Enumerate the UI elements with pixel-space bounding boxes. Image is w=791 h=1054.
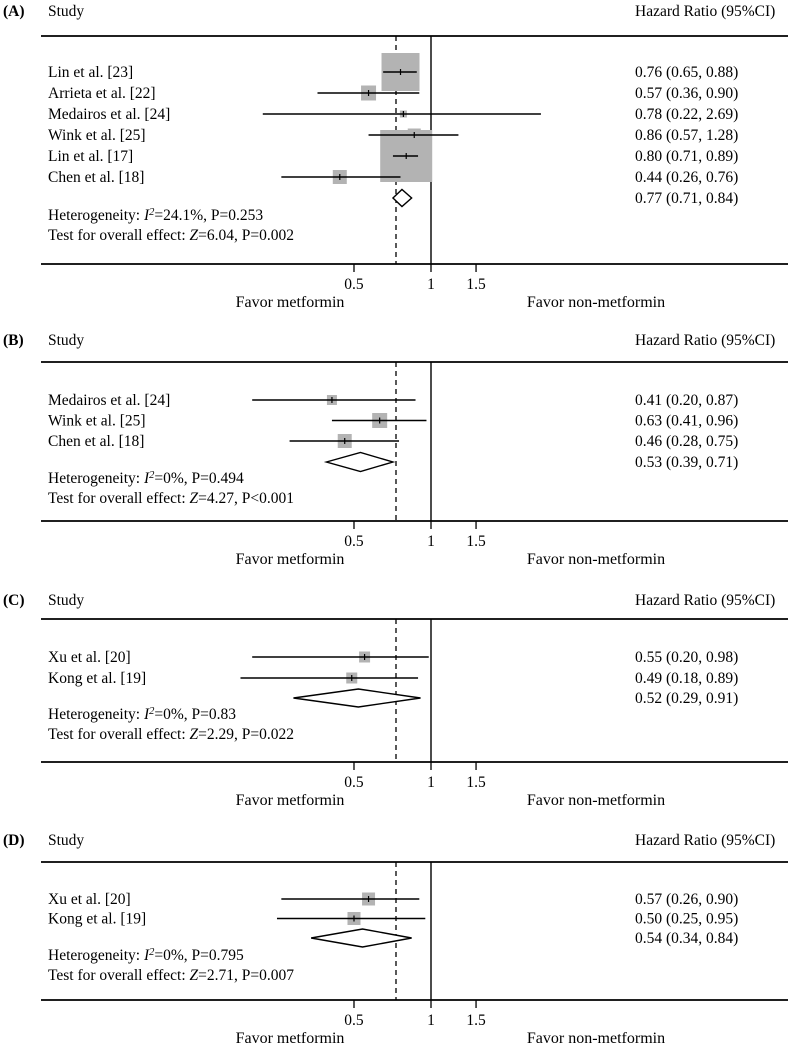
tick-label: 1.5 <box>466 1012 486 1029</box>
tick-label: 1.5 <box>466 276 486 293</box>
study-label: Wink et al. [25] <box>48 412 146 430</box>
study-label: Wink et al. [25] <box>48 127 146 144</box>
hr-value: 0.57 (0.36, 0.90) <box>635 85 739 102</box>
favor-left-label: Favor metformin <box>235 294 345 311</box>
hr-value: 0.44 (0.26, 0.76) <box>635 169 739 186</box>
panel-C <box>3 592 788 809</box>
hr-value: 0.76 (0.65, 0.88) <box>635 64 739 81</box>
study-label: Lin et al. [17] <box>48 148 134 165</box>
study-label: Lin et al. [23] <box>48 64 134 81</box>
study-label: Kong et al. [19] <box>48 670 147 687</box>
panel-A <box>3 3 788 311</box>
study-label: Xu et al. [20] <box>48 649 131 666</box>
study-label: Chen et al. [18] <box>48 433 145 450</box>
hr-value: 0.86 (0.57, 1.28) <box>635 127 739 144</box>
pooled-diamond <box>293 689 420 707</box>
column-header-hazard: Hazard Ratio (95%CI) <box>635 3 776 20</box>
pooled-hr-value: 0.53 (0.39, 0.71) <box>635 454 739 471</box>
study-label: Medairos et al. [24] <box>48 392 171 409</box>
favor-right-label: Favor non-metformin <box>526 551 666 568</box>
favor-left-label: Favor metformin <box>235 792 345 809</box>
column-header-hazard: Hazard Ratio (95%CI) <box>635 832 776 849</box>
tick-label: 1 <box>427 774 435 791</box>
pooled-hr-value: 0.54 (0.34, 0.84) <box>635 930 739 947</box>
tick-label: 1 <box>427 276 435 293</box>
column-header-study: Study <box>48 592 85 609</box>
tick-label: 1 <box>427 1012 435 1029</box>
study-label: Kong et al. [19] <box>48 910 147 928</box>
hr-value: 0.50 (0.25, 0.95) <box>635 910 739 928</box>
panel-D <box>3 832 788 1047</box>
hr-value: 0.57 (0.26, 0.90) <box>635 891 739 908</box>
panel-letter: (B) <box>3 332 24 349</box>
hr-value: 0.80 (0.71, 0.89) <box>635 148 739 165</box>
study-label: Chen et al. [18] <box>48 169 145 186</box>
heterogeneity-text: Heterogeneity: $I^2=0\%$, P=0.83 <box>48 706 237 723</box>
pooled-hr-value: 0.77 (0.71, 0.84) <box>635 190 739 207</box>
tick-label: 0.5 <box>344 533 364 550</box>
column-header-hazard: Hazard Ratio (95%CI) <box>635 332 776 349</box>
favor-left-label: Favor metformin <box>235 551 345 568</box>
tick-label: 1.5 <box>466 774 486 791</box>
overall-test-text: Test for overall effect: Z=2.71, P=0.007 <box>48 967 294 984</box>
overall-test-text: Test for overall effect: Z=4.27, P<0.001 <box>48 490 294 507</box>
study-label: Arrieta et al. [22] <box>48 85 156 102</box>
column-header-hazard: Hazard Ratio (95%CI) <box>635 592 776 609</box>
overall-test-text: Test for overall effect: Z=2.29, P=0.022 <box>48 726 294 743</box>
hr-value: 0.41 (0.20, 0.87) <box>635 392 739 409</box>
favor-right-label: Favor non-metformin <box>526 1030 666 1047</box>
hr-value: 0.46 (0.28, 0.75) <box>635 433 739 450</box>
favor-right-label: Favor non-metformin <box>526 294 666 311</box>
tick-label: 1 <box>427 533 435 550</box>
column-header-study: Study <box>48 332 85 349</box>
pooled-hr-value: 0.52 (0.29, 0.91) <box>635 690 739 707</box>
tick-label: 0.5 <box>344 276 364 293</box>
panel-letter: (D) <box>3 832 25 849</box>
heterogeneity-text: Heterogeneity: $I^2=24.1\%$, P=0.253 <box>48 207 264 224</box>
panel-B <box>3 332 788 568</box>
tick-label: 1.5 <box>466 533 486 550</box>
tick-label: 0.5 <box>344 1012 364 1029</box>
hr-value: 0.63 (0.41, 0.96) <box>635 412 739 430</box>
overall-test-text: Test for overall effect: Z=6.04, P=0.002 <box>48 227 294 244</box>
tick-label: 0.5 <box>344 774 364 791</box>
hr-value: 0.55 (0.20, 0.98) <box>635 649 739 666</box>
heterogeneity-text: Heterogeneity: $I^2=0\%$, P=0.494 <box>48 470 244 487</box>
hr-value: 0.49 (0.18, 0.89) <box>635 670 739 687</box>
panel-letter: (A) <box>3 3 25 20</box>
column-header-study: Study <box>48 3 85 20</box>
column-header-study: Study <box>48 832 85 849</box>
study-label: Medairos et al. [24] <box>48 106 171 123</box>
favor-left-label: Favor metformin <box>235 1030 345 1047</box>
heterogeneity-text: Heterogeneity: $I^2=0\%$, P=0.795 <box>48 947 244 964</box>
pooled-diamond <box>326 453 393 472</box>
panel-letter: (C) <box>3 592 25 609</box>
favor-right-label: Favor non-metformin <box>526 792 666 809</box>
study-label: Xu et al. [20] <box>48 891 131 908</box>
hr-value: 0.78 (0.22, 2.69) <box>635 106 739 123</box>
